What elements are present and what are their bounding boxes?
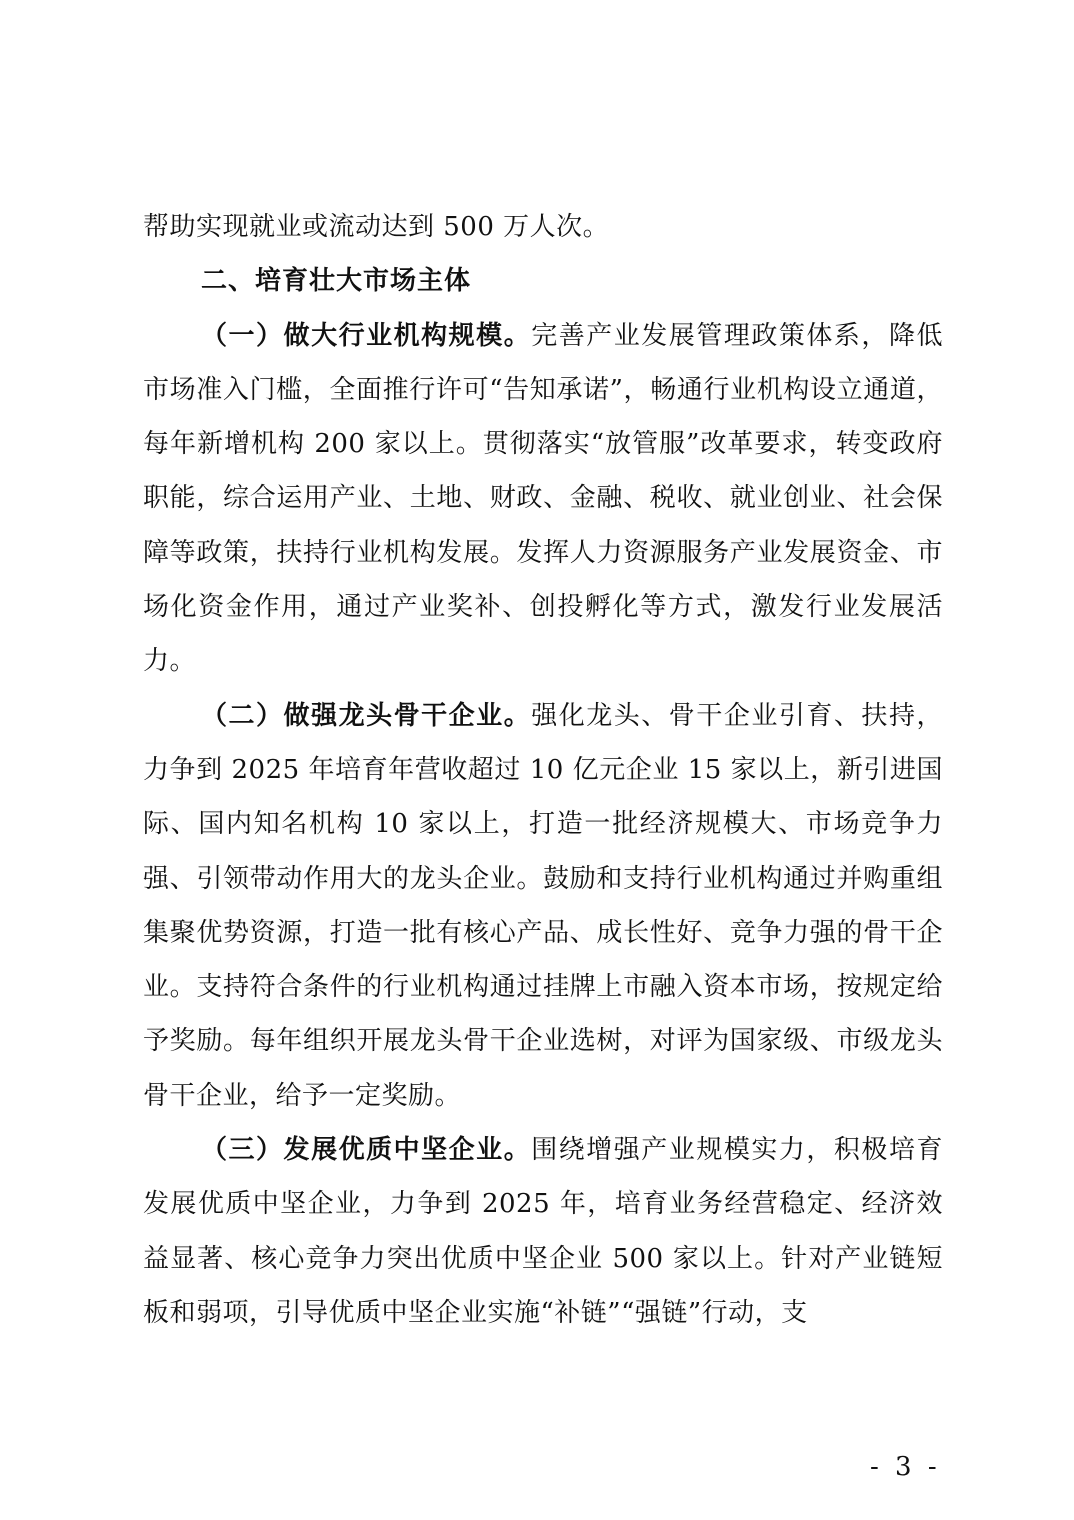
paragraph-text: 完善产业发展管理政策体系，降低市场准入门槛，全面推行许可“告知承诺”，畅通行业机构设立通道，每年新增机构 200 家以上。贯彻落实“放管服”改革要求，转变政府职能，综合运用产业、土地、财政、金融、税收、就业创业、社会保障等政策，扶持行业机构发展。发挥人力资源服务产业发展资金、市场化资金作用，通过产业奖补、创投孵化等方式，激发行业发展活力。: [143, 320, 943, 677]
section-heading-text: 二、培育壮大市场主体: [201, 266, 472, 297]
paragraph-item-3: [143, 1123, 943, 1340]
paragraph-lead: （二）做强龙头骨干企业。: [201, 700, 532, 731]
document-body: [143, 200, 943, 1340]
paragraph-text: 帮助实现就业或流动达到 500 万人次。: [143, 212, 610, 242]
paragraph-item-2: [143, 689, 943, 1123]
paragraph-text: 围绕增强产业规模实力，积极培育发展优质中坚企业，力争到 2025 年，培育业务经营稳定、经济效益显著、核心竞争力突出优质中坚企业 500 家以上。针对产业链短板和弱项，引导优质中坚企业实施“补链”“强链”行动，支: [143, 1135, 943, 1328]
paragraph-lead: （三）发展优质中坚企业。: [201, 1135, 532, 1166]
paragraph-lead: （一）做大行业机构规模。: [201, 320, 532, 351]
paragraph-continuation: [143, 200, 943, 254]
paragraph-item-1: [143, 309, 943, 689]
paragraph-text: 强化龙头、骨干企业引育、扶持，力争到 2025 年培育年营收超过 10 亿元企业 15 家以上，新引进国际、国内知名机构 10 家以上，打造一批经济规模大、市场竞争力强、引领带动作用大的龙头企业。鼓励和支持行业机构通过并购重组集聚优势资源，打造一批有核心产品、成长性好、竞争力强的骨干企业。支持符合条件的行业机构通过挂牌上市融入资本市场，按规定给予奖励。每年组织开展龙头骨干企业选树，对评为国家级、市级龙头骨干企业，给予一定奖励。: [143, 700, 943, 1111]
page-number: - 3 -: [870, 1452, 941, 1482]
section-heading: [143, 254, 943, 308]
